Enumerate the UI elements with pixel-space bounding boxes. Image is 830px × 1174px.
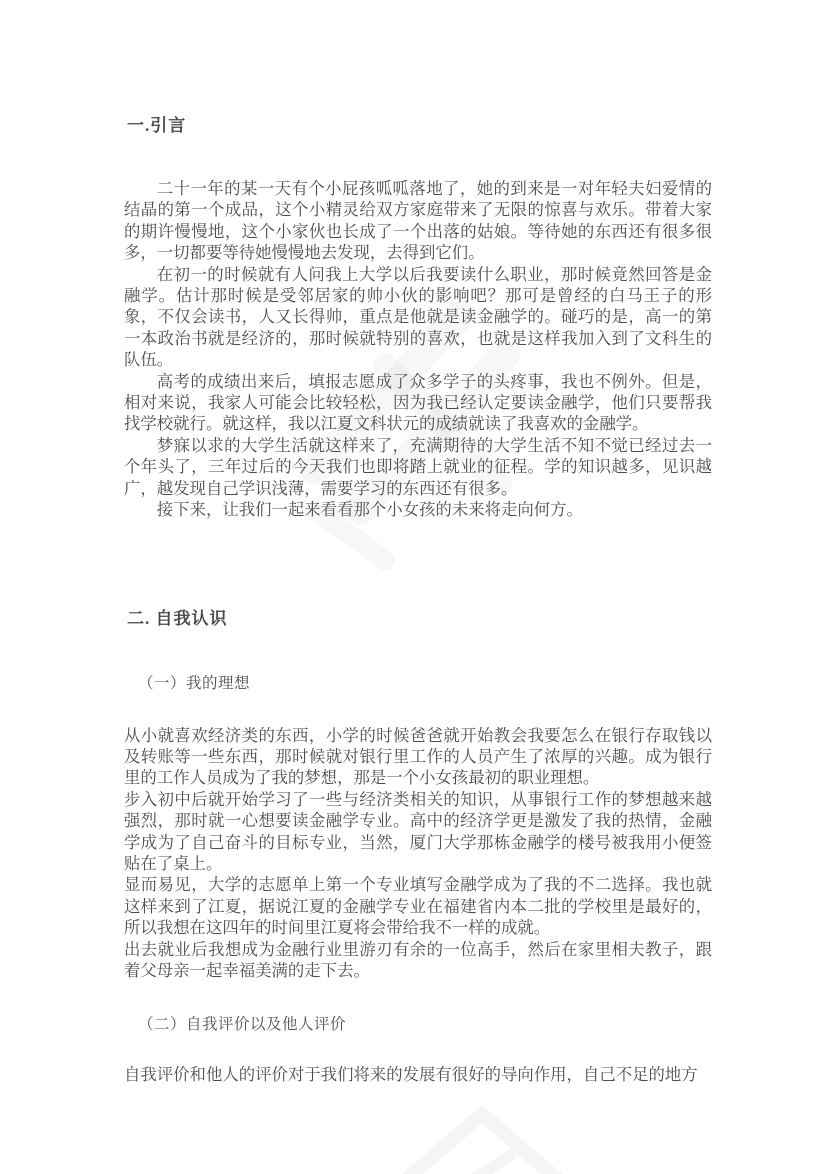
paragraph: 从小就喜欢经济类的东西，小学的时候爸爸就开始教会我要怎么在银行存取钱以及转账等一些东西，那时候就对银行里工作的人员产生了浓厚的兴趣。成为银行里的工作人员成为了我的梦想，那是一个小女孩最初的职业理想。 [124, 725, 712, 788]
paragraph: 在初一的时候就有人问我上大学以后我要读什么职业，那时候竟然回答是金融学。估计那时候是受邻居家的帅小伙的影响吧？那可是曾经的白马王子的形象，不仅会读书，人又长得帅，重点是他就是读金融学的。碰巧的是，高一的第一本政治书就是经济的，那时候就特别的喜欢，也就是这样我加入到了文科生的队伍。 [124, 264, 712, 370]
section-1-heading: 一.引言 [127, 116, 187, 135]
paragraph: 梦寐以求的大学生活就这样来了，充满期待的大学生活不知不觉已经过去一个年头了，三年过后的今天我们也即将踏上就业的征程。学的知识越多，见识越广，越发现自己学识浅薄，需要学习的东西还有很多。 [124, 435, 712, 498]
subsection-2-2-heading: （二）自我评价以及他人评价 [138, 1016, 347, 1034]
document-content [124, 0, 712, 1086]
paragraph: 出去就业后我想成为金融行业里游刃有余的一位高手，然后在家里相夫教子，跟着父母亲一起幸福美满的走下去。 [124, 939, 712, 980]
subsection-2-2-body [124, 1064, 712, 1085]
paragraph: 自我评价和他人的评价对于我们将来的发展有很好的导向作用，自己不足的地方 [124, 1065, 698, 1085]
section-2-heading: 二. 自我认识 [127, 608, 228, 628]
section-1-body [124, 178, 712, 521]
paragraph: 高考的成绩出来后，填报志愿成了众多学子的头疼事，我也不例外。但是，相对来说，我家人可能会比较轻松，因为我已经认定要读金融学，他们只要帮我找学校就行。就这样，我以江夏文科状元的成绩就读了我喜欢的金融学。 [124, 371, 712, 434]
subsection-2-1-heading: （一）我的理想 [138, 674, 251, 692]
paragraph: 步入初中后就开始学习了一些与经济类相关的知识，从事银行工作的梦想越来越强烈，那时就一心想要读金融学专业。高中的经济学更是激发了我的热情，金融学成为了自己奋斗的目标专业，当然，厦门大学那栋金融学的楼号被我用小便签贴在了桌上。 [124, 789, 712, 873]
paragraph: 显而易见，大学的志愿单上第一个专业填写金融学成为了我的不二选择。我也就这样来到了江夏，据说江夏的金融学专业在福建省内本二批的学校里是最好的，所以我想在这四年的时间里江夏将会带给我不一样的成就。 [124, 875, 712, 938]
subsection-2-1-body [124, 725, 712, 982]
paragraph: 二十一年的某一天有个小屁孩呱呱落地了，她的到来是一对年轻夫妇爱情的结晶的第一个成品，这个小精灵给双方家庭带来了无限的惊喜与欢乐。带着大家的期许慢慢地，这个小家伙也长成了一个出落的姑娘。等待她的东西还有很多很多，一切都要等待她慢慢地去发现，去得到它们。 [124, 179, 712, 263]
paragraph: 接下来，让我们一起来看看那个小女孩的未来将走向何方。 [156, 500, 583, 520]
watermark-bottom-logo-icon [360, 1086, 600, 1174]
